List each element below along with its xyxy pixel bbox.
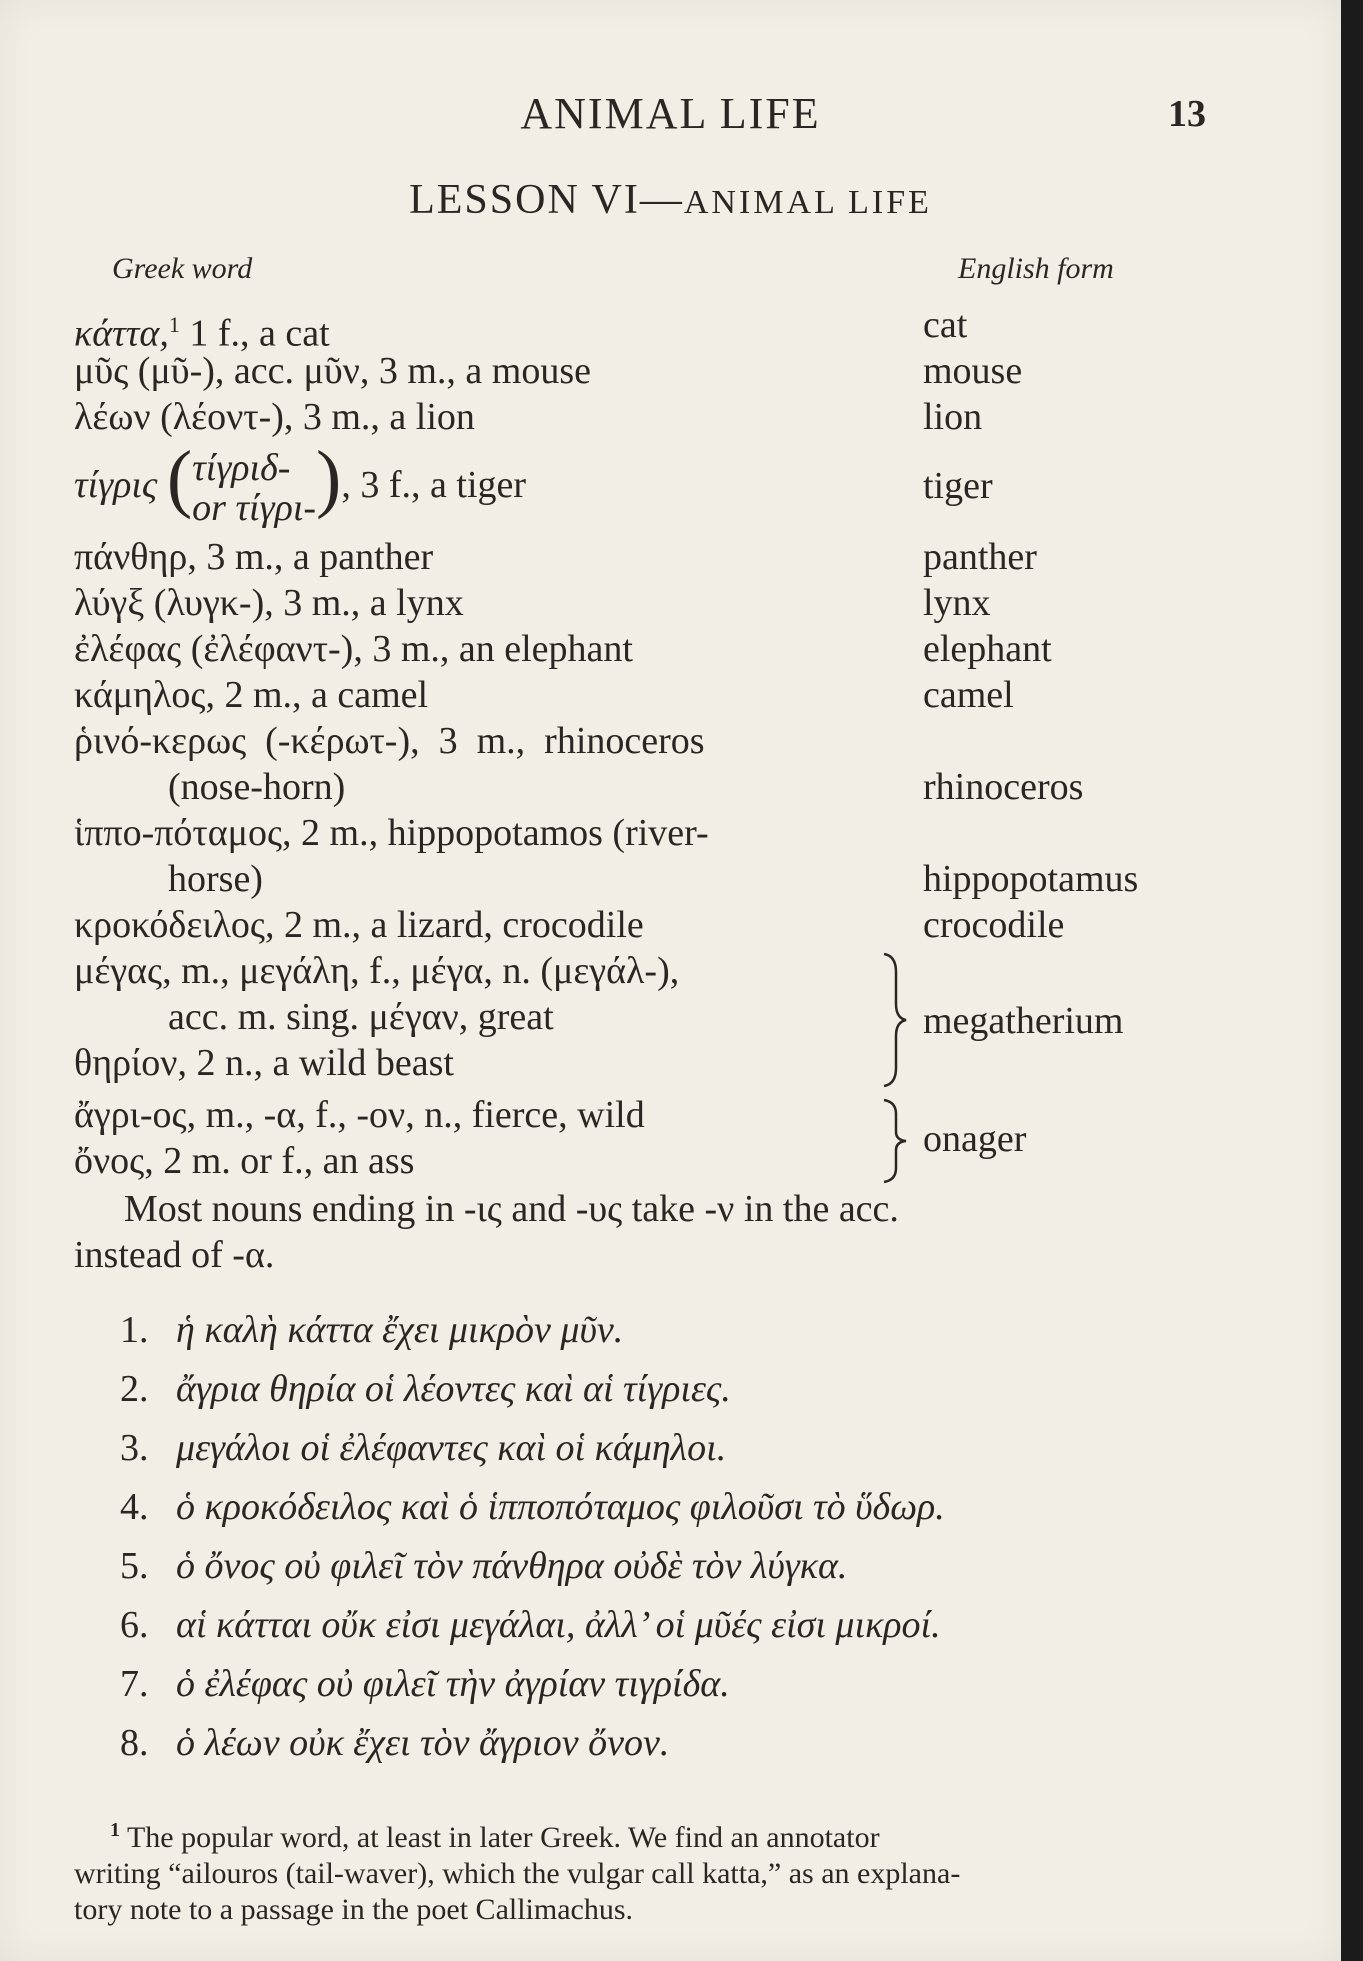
english-form-elephant: elephant: [923, 628, 1052, 670]
footnote-line1: [74, 1812, 1204, 1856]
footnote: [74, 1812, 1204, 1928]
page-number: 13: [1168, 93, 1206, 135]
vocab-entry-therion: θηρίον, 2 n., a wild beast: [74, 1042, 454, 1084]
exercise-sentence: [120, 1483, 945, 1531]
vocab-entry-onos: ὄνος, 2 m. or f., an ass: [74, 1140, 415, 1182]
sentence-number: 1.: [120, 1309, 149, 1351]
vocab-entry-rhino-line1: ῥινό-κερως (-κέρωτ-), 3 m., rhinoceros: [74, 720, 705, 762]
english-form-hippopotamus: hippopotamus: [923, 858, 1139, 900]
vocab-entry-megas-line1: μέγας, m., μεγάλη, f., μέγα, n. (μεγάλ-),: [74, 950, 680, 992]
vocab-entry-rhino-line2: (nose-horn): [168, 766, 346, 808]
running-title: ANIMAL LIFE: [520, 89, 821, 138]
english-form-panther: panther: [923, 536, 1037, 578]
footnote-text: The popular word, at least in later Greek. We find an annotator: [126, 1821, 880, 1854]
brace-onager: [880, 1098, 910, 1184]
lesson-prefix: LESSON VI—: [409, 177, 684, 223]
sentence-number: 7.: [120, 1663, 149, 1705]
sentence-number: 8.: [120, 1722, 149, 1764]
vocab-entry-leon: λέων (λέοντ-), 3 m., a lion: [74, 396, 475, 438]
vocab-entry-camel: κάμηλος, 2 m., a camel: [74, 674, 429, 716]
footnote-mark: 1: [110, 1819, 120, 1841]
english-form-onager: onager: [923, 1118, 1027, 1160]
sentence-number: 6.: [120, 1604, 149, 1646]
greek-column-heading: Greek word: [112, 252, 253, 285]
footnote-line2: writing “ailouros (tail-waver), which the vulgar call katta,” as an explana-: [74, 1857, 961, 1890]
exercise-sentence: [120, 1365, 731, 1413]
sentence-text: μεγάλοι οἱ ἐλέφαντες καὶ οἱ κάμηλοι.: [176, 1427, 727, 1469]
greek-word: κάττα,: [74, 312, 169, 355]
lesson-name: ANIMAL LIFE: [683, 184, 932, 221]
english-form-crocodile: crocodile: [923, 904, 1065, 946]
vocab-entry-tigris: [74, 436, 527, 530]
sentence-text: αἱ κάτται οὔκ εἰσι μεγάλαι, ἀλλ’ οἱ μῦές εἰσι μικροί.: [176, 1604, 941, 1646]
greek-word: τίγρις: [74, 464, 158, 506]
stem-1: τίγριδ-: [192, 447, 291, 490]
english-column-heading: English form: [958, 252, 1114, 285]
sentence-text: ὁ λέων οὐκ ἔχει τὸν ἄγριον ὄνον.: [176, 1722, 670, 1764]
exercise-sentence: [120, 1424, 726, 1472]
vocab-entry-megas-line2: acc. m. sing. μέγαν, great: [168, 996, 554, 1038]
sentence-text: ὁ ἐλέφας οὐ φιλεῖ τὴν ἀγρίαν τιγρίδα.: [176, 1663, 730, 1705]
vocab-entry-hippo-line1: ἱππο-πόταμος, 2 m., hippopotamos (river-: [74, 812, 709, 854]
entry-gloss: 1 f., a cat: [179, 312, 330, 355]
sentence-text: ὁ ὄνος οὐ φιλεῖ τὸν πάνθηρα οὐδὲ τὸν λύγκα.: [176, 1545, 848, 1587]
exercise-sentence: [120, 1542, 847, 1590]
vocab-entry-mys: μῦς (μῦ-), acc. μῦν, 3 m., a mouse: [74, 350, 591, 392]
brace-megatherium: [880, 952, 910, 1088]
stem-stack: [192, 448, 316, 528]
close-paren: ): [316, 436, 342, 520]
sentence-number: 2.: [120, 1368, 149, 1410]
exercise-sentence: [120, 1719, 669, 1767]
sentence-number: 3.: [120, 1427, 149, 1469]
vocab-entry-hippo-line2: horse): [168, 858, 263, 900]
lesson-title: [0, 176, 1341, 224]
footnote-ref: 1: [168, 312, 180, 337]
exercise-sentence: [120, 1660, 730, 1708]
vocab-entry-lynx: λύγξ (λυγκ-), 3 m., a lynx: [74, 582, 464, 624]
english-form-lion: lion: [923, 396, 983, 438]
vocab-entry-panther: πάνθηρ, 3 m., a panther: [74, 536, 434, 578]
exercise-sentence: [120, 1601, 941, 1649]
english-form-tiger: tiger: [923, 465, 993, 507]
sentence-number: 5.: [120, 1545, 149, 1587]
sentence-text: ὁ κροκόδειλος καὶ ὁ ἱπποπόταμος φιλοῦσι τὸ ὕδωρ.: [176, 1486, 945, 1528]
english-form-rhinoceros: rhinoceros: [923, 766, 1084, 808]
sentence-text: ἄγρια θηρία οἱ λέοντες καὶ αἱ τίγριες.: [176, 1368, 731, 1410]
english-form-megatherium: megatherium: [923, 1000, 1124, 1042]
grammar-note-line2: instead of -α.: [74, 1234, 275, 1276]
sentence-number: 4.: [120, 1486, 149, 1528]
english-form-camel: camel: [923, 674, 1014, 716]
grammar-note-line1: Most nouns ending in -ις and -υς take -ν in the acc.: [124, 1188, 899, 1230]
stem-2: or τίγρι-: [192, 487, 317, 530]
sentence-text: ἡ καλὴ κάττα ἔχει μικρὸν μῦν.: [176, 1309, 624, 1351]
english-form-lynx: lynx: [923, 582, 991, 624]
vocab-entry-agrios: ἄγρι-ος, m., -α, f., -ον, n., fierce, wild: [74, 1094, 645, 1136]
open-paren: (: [166, 436, 193, 520]
vocab-entry-croc: κροκόδειλος, 2 m., a lizard, crocodile: [74, 904, 644, 946]
entry-gloss: , 3 f., a tiger: [341, 464, 527, 506]
vocab-entry-elephas: ἐλέφας (ἐλέφαντ-), 3 m., an elephant: [74, 628, 633, 670]
english-form-mouse: mouse: [923, 350, 1023, 392]
footnote-line3: tory note to a passage in the poet Callimachus.: [74, 1893, 634, 1926]
english-form-cat: cat: [923, 304, 968, 346]
exercise-sentence: [120, 1306, 623, 1354]
